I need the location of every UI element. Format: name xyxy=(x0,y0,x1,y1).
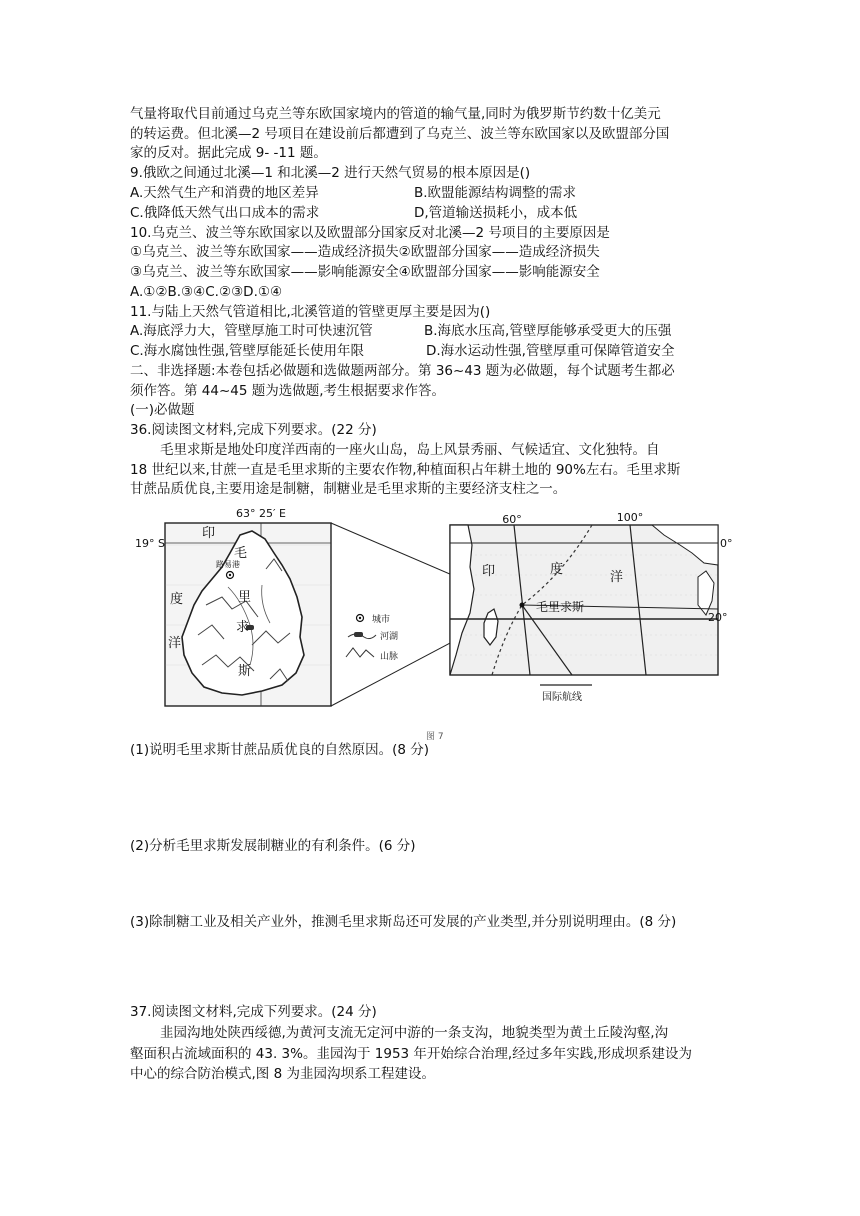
legend xyxy=(346,613,398,662)
q10-options: A.①②B.③④C.②③D.①④ xyxy=(130,284,283,300)
q36-sub2: (2)分析毛里求斯发展制糖业的有利条件。(6 分) xyxy=(130,838,416,854)
inset-ocean-char-1: 印 xyxy=(482,564,496,579)
q9-option-a: A.天然气生产和消费的地区差异 xyxy=(130,185,319,201)
legend-mountain-icon xyxy=(346,648,374,657)
intro-line-2: 的转运费。但北溪—2 号项目在建设前后都遭到了乌克兰、波兰等东欧国家以及欧盟部分国 xyxy=(130,126,670,142)
q37-para-line-2: 壑面积占流域面积的 43. 3%。韭园沟于 1953 年开始综合治理,经过多年实践,形成坝系建设为 xyxy=(130,1046,692,1062)
ocean-char-3: 洋 xyxy=(168,636,182,651)
q36-para-line-1: 毛里求斯是地处印度洋西南的一座火山岛，岛上风景秀丽、气候适宜、文化独特。自 xyxy=(160,442,660,458)
city-label: 路易港 xyxy=(216,560,240,569)
q10-statements-1: ①乌克兰、波兰等东欧国家——造成经济损失②欧盟部分国家——造成经济损失 xyxy=(130,244,600,260)
lon-label: 63° 25′ E xyxy=(236,507,286,520)
q36-para-line-2: 18 世纪以来,甘蔗一直是毛里求斯的主要农作物,种植面积占年耕土地的 90%左右。毛里求斯 xyxy=(130,462,681,478)
lat-label: 19° S xyxy=(135,537,165,550)
q37-para-line-1: 韭园沟地处陕西绥德,为黄河支流无定河中游的一条支沟，地貌类型为黄土丘陵沟壑,沟 xyxy=(160,1025,669,1041)
q37-title: 37.阅读图文材料,完成下列要求。(24 分) xyxy=(130,1004,377,1020)
q11-option-c: C.海水腐蚀性强,管壁厚能延长使用年限 xyxy=(130,343,365,359)
legend-city: 城市 xyxy=(372,615,391,625)
island-char-1: 毛 xyxy=(234,546,248,561)
q11-option-a: A.海底浮力大，管壁厚施工时可快速沉管 xyxy=(130,323,373,339)
intro-line-3: 家的反对。据此完成 9- -11 题。 xyxy=(130,145,327,161)
inset-ocean-char-3: 洋 xyxy=(610,570,624,585)
q11-option-b: B.海底水压高,管壁厚能够承受更大的压强 xyxy=(424,323,672,339)
figure-caption: 图 7 xyxy=(426,732,444,742)
q36-sub3: (3)除制糖工业及相关产业外，推测毛里求斯岛还可发展的产业类型,并分别说明理由。(8 分) xyxy=(130,914,677,930)
section2-line-2: 须作答。第 44~45 题为选做题,考生根据要求作答。 xyxy=(130,383,446,399)
inset-mauritius-marker xyxy=(520,603,525,608)
section2-line-1: 二、非选择题:本卷包括必做题和选做题两部分。第 36~43 题为必做题，每个试题考生都必 xyxy=(130,363,675,379)
legend-river: 河湖 xyxy=(380,632,399,642)
legend-mountain: 山脉 xyxy=(380,652,399,662)
q9-stem: 9.俄欧之间通过北溪—1 和北溪—2 进行天然气贸易的根本原因是() xyxy=(130,165,531,181)
inset-lon-60: 60° xyxy=(502,513,522,526)
q9-option-d: D,管道输送损耗小，成本低 xyxy=(414,205,578,221)
q37-para-line-3: 中心的综合防治模式,图 8 为韭园沟坝系工程建设。 xyxy=(130,1066,435,1082)
q36-para-line-3: 甘蔗品质优良,主要用途是制糖，制糖业是毛里求斯的主要经济支柱之一。 xyxy=(130,481,567,497)
inset-lat-0: 0° xyxy=(720,537,732,550)
inset-mauritius-label: 毛里求斯 xyxy=(536,600,585,614)
q10-statements-2: ③乌克兰、波兰等东欧国家——影响能源安全④欧盟部分国家——影响能源安全 xyxy=(130,264,600,280)
q9-option-b: B.欧盟能源结构调整的需求 xyxy=(414,185,577,201)
q10-stem: 10.乌克兰、波兰等东欧国家以及欧盟部分国家反对北溪—2 号项目的主要原因是 xyxy=(130,225,610,241)
q36-sub1: (1)说明毛里求斯甘蔗品质优良的自然原因。(8 分) xyxy=(130,742,430,758)
route-legend-label: 国际航线 xyxy=(542,692,582,703)
section2-line-3: (一)必做题 xyxy=(130,402,195,418)
q36-title: 36.阅读图文材料,完成下列要求。(22 分) xyxy=(130,422,377,438)
island-char-4: 斯 xyxy=(238,664,252,679)
island-char-2: 里 xyxy=(238,590,252,605)
inset-lon-100: 100° xyxy=(616,511,644,524)
figure-7-map xyxy=(132,505,732,745)
intro-line-1: 气量将取代目前通过乌克兰等东欧国家境内的管道的输气量,同时为俄罗斯节约数十亿美元 xyxy=(130,106,661,122)
map-svg xyxy=(132,505,732,745)
inset-lat-20: 20° xyxy=(708,611,728,624)
q11-stem: 11.与陆上天然气管道相比,北溪管道的管壁更厚主要是因为() xyxy=(130,304,491,320)
inset-ocean-char-2: 度 xyxy=(550,562,564,577)
q9-option-c: C.俄降低天然气出口成本的需求 xyxy=(130,205,320,221)
ocean-char-1: 印 xyxy=(202,526,216,541)
q11-option-d: D.海水运动性强,管壁厚重可保障管道安全 xyxy=(426,343,675,359)
island-char-3: 求 xyxy=(236,620,250,635)
ocean-char-2: 度 xyxy=(170,592,184,607)
